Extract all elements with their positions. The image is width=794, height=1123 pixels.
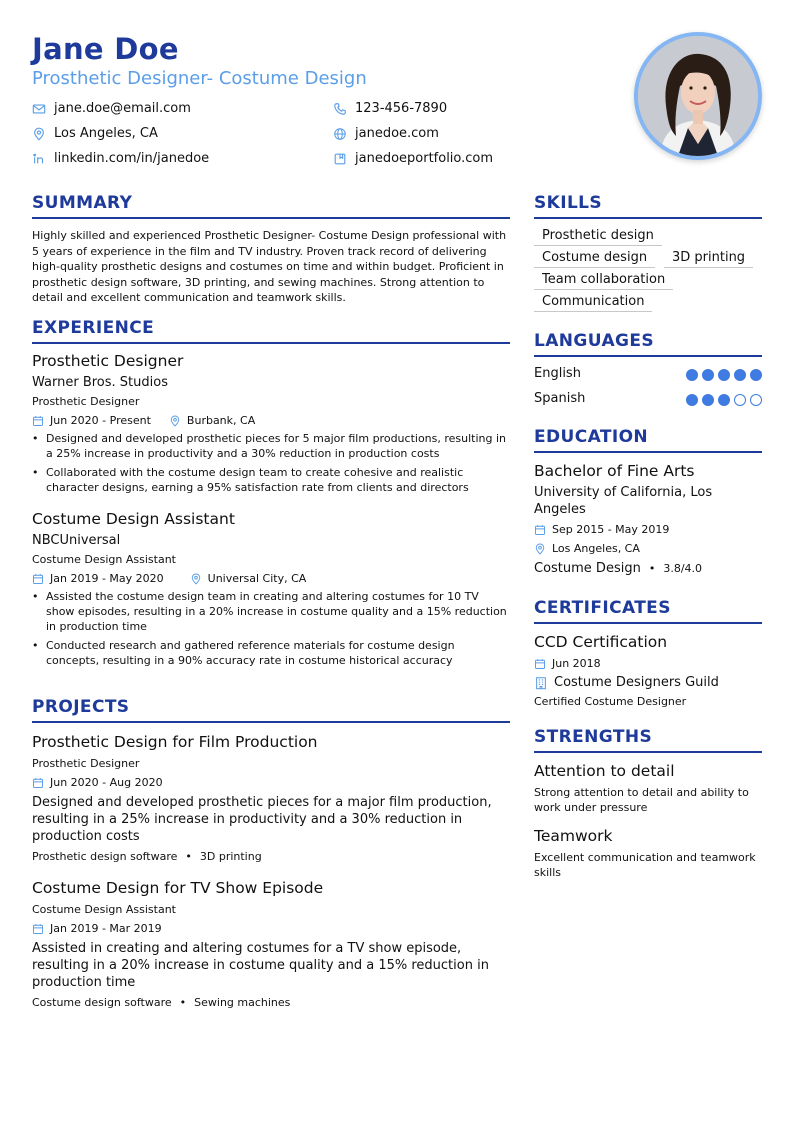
languages-heading: LANGUAGES (534, 330, 762, 357)
project-role: Costume Design Assistant (32, 903, 176, 916)
globe-icon (333, 127, 347, 141)
separator-dot: • (185, 850, 192, 863)
contact-website[interactable] (333, 125, 439, 143)
education-field-row (534, 560, 762, 578)
avatar-illustration (638, 36, 758, 156)
summary-text: Highly skilled and experienced Prosthetic Designer- Costume Design professional with 5 years of experience in the film and TV industry. Proven track record of delivering high-quality prosthetic designs and costumes on time and within budget. Proficient in prosthetic design software, 3D printing, and sewing machines. Strong attention to detail and excellent communication and teamwork skills. (32, 229, 507, 304)
languages-section (534, 330, 762, 417)
rating-dot-empty (734, 394, 746, 406)
candidate-name: Jane Doe (32, 32, 179, 66)
skill-tag: Prosthetic design (534, 227, 662, 246)
rating-dot-filled (686, 369, 698, 381)
strength-entry (534, 761, 762, 815)
summary-section (32, 192, 510, 306)
location-pin-icon (169, 415, 181, 427)
linkedin-text: linkedin.com/in/janedoe (54, 151, 210, 166)
contact-phone[interactable] (333, 100, 447, 118)
project-title: Prosthetic Design for Film Production (32, 733, 318, 751)
certificate-date-row (534, 656, 762, 671)
separator-dot: • (179, 996, 187, 1009)
education-heading: EDUCATION (534, 426, 762, 453)
project-meta (32, 921, 510, 936)
strengths-section (534, 726, 762, 880)
skill-tag: Team collaboration (534, 271, 673, 290)
certificate-date: Jun 2018 (552, 657, 601, 670)
education-entry (534, 461, 762, 578)
separator-dot: • (648, 562, 656, 575)
education-gpa: 3.8/4.0 (663, 562, 703, 575)
location-pin-icon (32, 127, 46, 141)
rating-dot-filled (718, 369, 730, 381)
building-icon (534, 676, 548, 690)
project-description: Designed and developed prosthetic pieces for a major film production, resulting in a 25% increase in productivity and a 30% reduction in production costs (32, 795, 492, 844)
job-bullet: • Assisted the costume design team in creating and altering costumes for 10 TV show episodes, resulting in a 20% increase in costume quality and a 15% reduction in production time (32, 589, 510, 634)
calendar-icon (534, 658, 546, 670)
projects-section (32, 696, 510, 1010)
language-name: Spanish (534, 391, 586, 406)
job-dates: Jun 2020 - Present (50, 414, 151, 427)
certificate-entry (534, 632, 762, 709)
language-row (534, 365, 762, 383)
phone-icon (333, 102, 347, 116)
rating-dot-filled (734, 369, 746, 381)
education-degree: Bachelor of Fine Arts (534, 462, 695, 480)
calendar-icon (32, 777, 44, 789)
project-tags (32, 849, 510, 864)
rating-dot-filled (702, 394, 714, 406)
certificate-name: CCD Certification (534, 633, 668, 651)
project-entry (32, 732, 510, 864)
calendar-icon (32, 415, 44, 427)
phone-text: 123-456-7890 (355, 101, 448, 116)
job-title: Prosthetic Designer (32, 352, 184, 370)
project-title: Costume Design for TV Show Episode (32, 879, 324, 897)
languages-list (534, 357, 762, 417)
job-role: Prosthetic Designer (32, 395, 140, 408)
skill-tag: Communication (534, 293, 652, 312)
projects-heading: PROJECTS (32, 696, 510, 723)
project-tag: 3D printing (199, 850, 262, 863)
location-pin-icon (190, 573, 202, 585)
mail-icon (32, 102, 46, 116)
project-tags (32, 995, 510, 1010)
strength-title: Teamwork (534, 827, 613, 845)
project-dates: Jan 2019 - Mar 2019 (50, 922, 162, 935)
rating-dot-filled (750, 369, 762, 381)
job-location: Universal City, CA (207, 572, 307, 585)
job-entry (32, 351, 510, 495)
job-entry (32, 509, 510, 668)
language-rating (682, 394, 762, 406)
job-company: Warner Bros. Studios (32, 375, 168, 390)
education-school: University of California, Los Angeles (534, 485, 713, 517)
education-section (534, 426, 762, 578)
project-role: Prosthetic Designer (32, 757, 140, 770)
candidate-title: Prosthetic Designer- Costume Design (32, 68, 367, 89)
certificate-issuer: Costume Designers Guild (554, 675, 719, 690)
job-title: Costume Design Assistant (32, 510, 235, 528)
calendar-icon (534, 524, 546, 536)
experience-section (32, 317, 510, 672)
job-role: Costume Design Assistant (32, 553, 176, 566)
strength-description: Excellent communication and teamwork skills (534, 851, 756, 879)
project-tag: Prosthetic design software (32, 850, 178, 863)
skill-tag: 3D printing (664, 249, 753, 268)
rating-dot-filled (702, 369, 714, 381)
contact-portfolio[interactable] (333, 150, 493, 168)
skills-heading: SKILLS (534, 192, 762, 219)
rating-dot-empty (750, 394, 762, 406)
experience-heading: EXPERIENCE (32, 317, 510, 344)
strength-description: Strong attention to detail and ability to work under pressure (534, 786, 749, 814)
summary-heading: SUMMARY (32, 192, 510, 219)
education-field: Costume Design (534, 561, 641, 576)
contact-location (32, 125, 158, 143)
certificate-description: Certified Costume Designer (534, 695, 687, 708)
email-text: jane.doe@email.com (54, 101, 191, 116)
education-dates-row (534, 522, 762, 537)
job-meta (32, 571, 510, 586)
job-bullet: • Collaborated with the costume design team to create cohesive and realistic character designs, earning a 95% satisfaction rate from clients and directors (32, 465, 510, 495)
certificates-heading: CERTIFICATES (534, 597, 762, 624)
skills-section (534, 192, 762, 331)
project-meta (32, 775, 510, 790)
certificate-issuer-row (534, 675, 762, 690)
strengths-heading: STRENGTHS (534, 726, 762, 753)
rating-dot-filled (718, 394, 730, 406)
project-entry (32, 878, 510, 1010)
linkedin-icon (32, 152, 46, 166)
language-rating (682, 369, 762, 381)
education-location: Los Angeles, CA (552, 542, 640, 555)
language-row (534, 390, 762, 408)
language-name: English (534, 366, 581, 381)
education-dates: Sep 2015 - May 2019 (552, 523, 670, 536)
job-bullet: • Conducted research and gathered reference materials for costume design concepts, resulting in a 90% accuracy rate in costume historical accuracy (32, 638, 510, 668)
job-bullet: • Designed and developed prosthetic pieces for 5 major film productions, resulting in a 25% increase in productivity and a 30% reduction in production costs (32, 431, 510, 461)
calendar-icon (32, 573, 44, 585)
job-dates: Jan 2019 - May 2020 (50, 572, 164, 585)
location-pin-icon (534, 543, 546, 555)
skills-list (534, 219, 762, 331)
job-location: Burbank, CA (186, 414, 256, 427)
rating-dot-filled (686, 394, 698, 406)
resume-header (32, 30, 632, 166)
project-tag: Costume design software (32, 996, 172, 1009)
skill-tag: Costume design (534, 249, 655, 268)
certificates-section (534, 597, 762, 709)
project-tag: Sewing machines (194, 996, 291, 1009)
job-bullets (32, 431, 510, 495)
project-description: Assisted in creating and altering costumes for a TV show episode, resulting in a 20% increase in costume quality and a 15% reduction in production time (32, 941, 489, 990)
job-company: NBCUniversal (32, 533, 121, 548)
location-text: Los Angeles, CA (54, 126, 158, 141)
contact-email[interactable] (32, 100, 191, 118)
portfolio-icon (333, 152, 347, 166)
portfolio-text: janedoeportfolio.com (355, 151, 494, 166)
project-dates: Jun 2020 - Aug 2020 (50, 776, 163, 789)
education-location-row (534, 541, 762, 556)
strength-entry (534, 826, 762, 880)
website-text: janedoe.com (355, 126, 439, 141)
calendar-icon (32, 923, 44, 935)
strength-title: Attention to detail (534, 762, 675, 780)
contact-linkedin[interactable] (32, 150, 209, 168)
profile-photo (634, 32, 762, 160)
job-bullets (32, 589, 510, 668)
job-meta (32, 413, 510, 428)
